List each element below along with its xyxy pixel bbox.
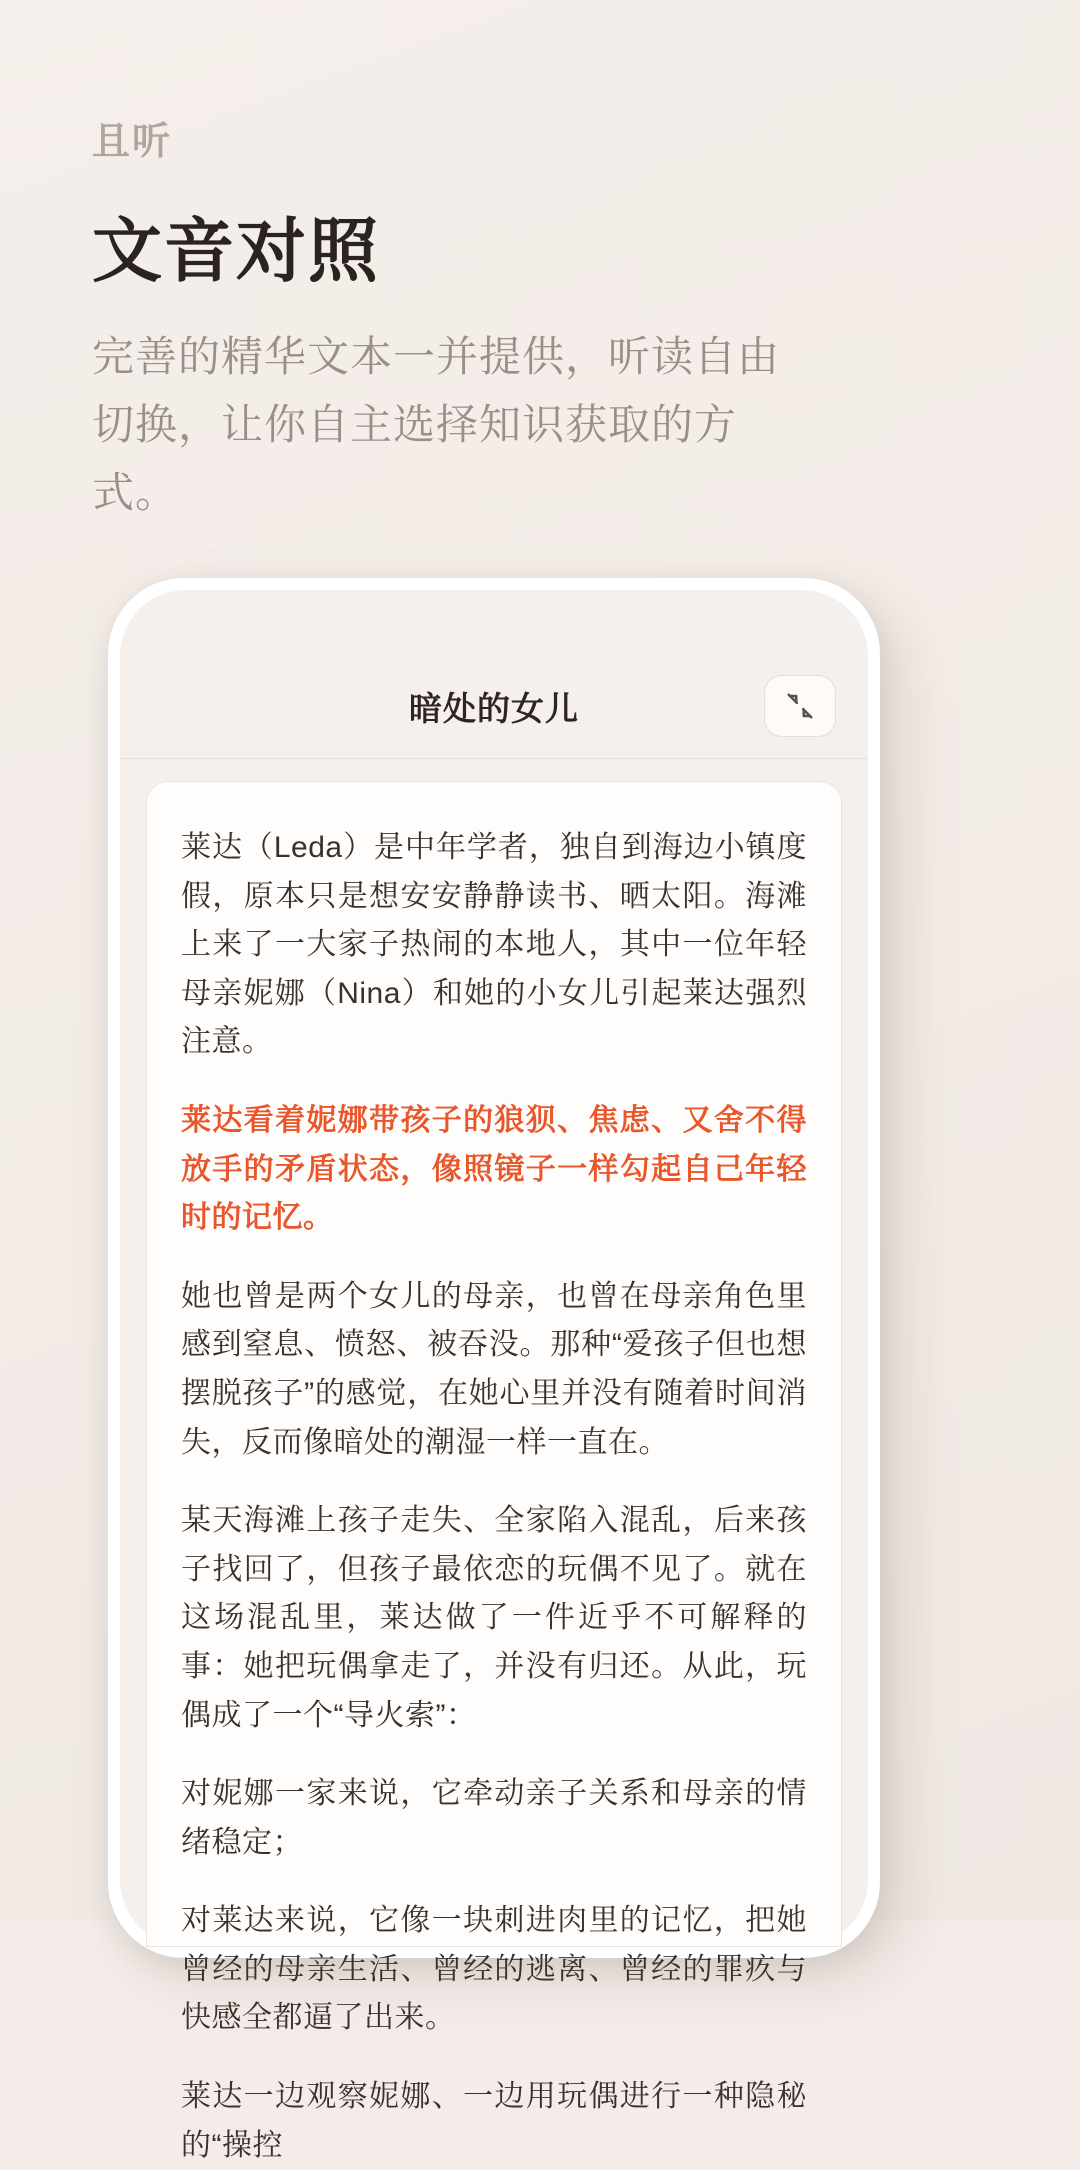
screen-top-spacer bbox=[120, 590, 868, 660]
paragraph: 莱达（Leda）是中年学者，独自到海边小镇度假，原本只是想安安静静读书、晒太阳。海滩上来了一大家子热闹的本地人，其中一位年轻母亲妮娜（Nina）和她的小女儿引起莱达强烈注意。 bbox=[181, 831, 807, 1059]
paragraph: 莱达一边观察妮娜、一边用玩偶进行一种隐秘的“操控 bbox=[181, 2080, 807, 2162]
collapse-arrows-icon[interactable] bbox=[764, 675, 836, 737]
phone-frame bbox=[108, 578, 880, 2162]
reader-title: 暗处的女儿 bbox=[409, 689, 579, 727]
hero-section bbox=[0, 0, 1080, 527]
page-subtitle: 完善的精华文本一并提供，听读自由切换，让你自主选择知识获取的方式。 bbox=[92, 333, 781, 517]
page-title: 文音对照 bbox=[92, 211, 380, 290]
paragraph: 她也曾是两个女儿的母亲，也曾在母亲角色里感到窒息、愤怒、被吞没。那种“爱孩子但也想摆脱孩子”的感觉，在她心里并没有随着时间消失，反而像暗处的潮湿一样一直在。 bbox=[181, 1279, 807, 1459]
phone-mockup bbox=[108, 578, 904, 2162]
reader-header bbox=[120, 660, 868, 752]
eyebrow-label: 且听 bbox=[92, 121, 173, 163]
paragraph: 对妮娜一家来说，它牵动亲子关系和母亲的情绪稳定； bbox=[181, 1777, 807, 1859]
phone-screen bbox=[120, 590, 868, 2162]
paragraph-highlight: 莱达看着妮娜带孩子的狼狈、焦虑、又舍不得放手的矛盾状态，像照镜子一样勾起自己年轻时的记忆。 bbox=[181, 1103, 807, 1235]
reader-body[interactable] bbox=[146, 781, 842, 2162]
paragraph: 某天海滩上孩子走失、全家陷入混乱，后来孩子找回了，但孩子最依恋的玩偶不见了。就在这场混乱里，莱达做了一件近乎不可解释的事：她把玩偶拿走了，并没有归还。从此，玩偶成了一个“导火索”： bbox=[181, 1504, 807, 1732]
paragraph: 对莱达来说，它像一块刺进肉里的记忆，把她曾经的母亲生活、曾经的逃离、曾经的罪疚与快感全都逼了出来。 bbox=[181, 1904, 807, 2035]
header-divider bbox=[120, 758, 868, 759]
